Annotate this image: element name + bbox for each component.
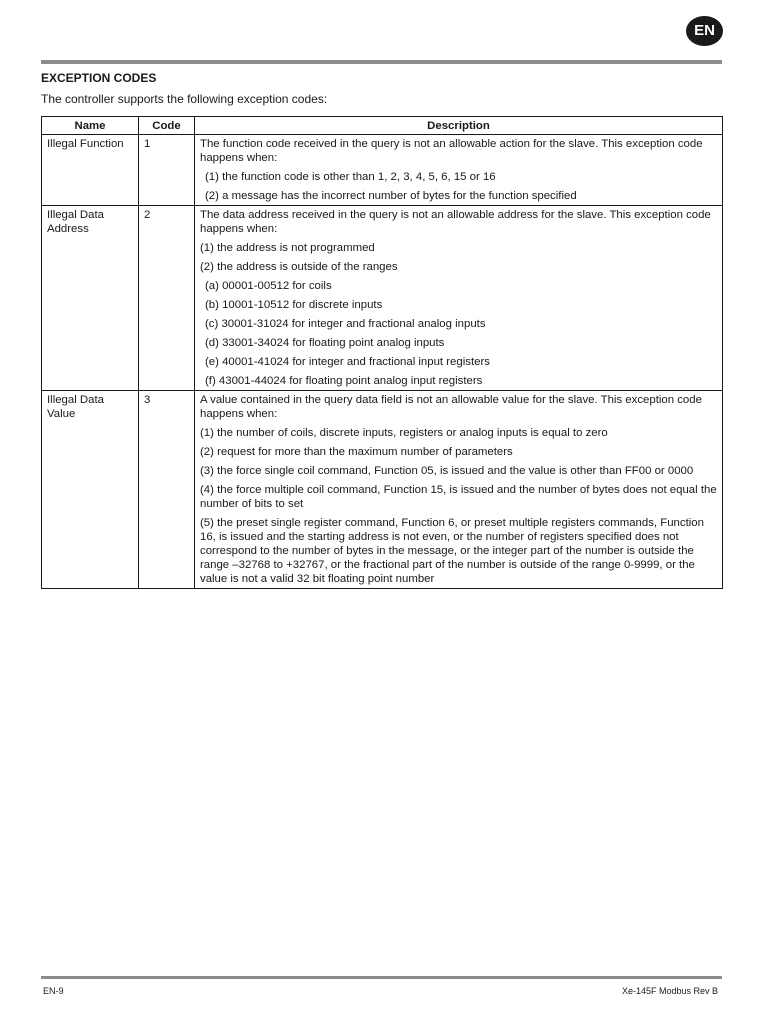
cell-description — [195, 206, 723, 391]
section-title: EXCEPTION CODES — [41, 71, 157, 85]
header-code: Code — [139, 117, 195, 135]
description-line: (5) the preset single register command, Function 6, or preset multiple registers commands, Function 16, is issued and the starting address is not even, or the number of registers specified does not correspond to the number of bytes in the message, or the integer part of the number is outside the range –32768 to +32767, or the fractional part of the number is outside of the range 0-9999, or the value is not a valid 32 bit floating point number — [200, 517, 704, 585]
exception-codes-table — [41, 116, 723, 589]
cell-name: Illegal Function — [42, 135, 139, 206]
cell-description — [195, 135, 723, 206]
description-line: A value contained in the query data field is not an allowable value for the slave. This exception code happens when: — [200, 394, 702, 420]
header-rule — [41, 60, 722, 64]
document-title: Xe-145F Modbus Rev B — [621, 986, 718, 996]
description-line: (b) 10001-10512 for discrete inputs — [205, 299, 383, 311]
description-line: (2) request for more than the maximum number of parameters — [200, 446, 513, 458]
table-row-illegal-function — [42, 135, 723, 206]
cell-code: 3 — [139, 391, 195, 589]
description-line: (c) 30001-31024 for integer and fractional analog inputs — [205, 318, 486, 330]
description-line: (3) the force single coil command, Function 05, is issued and the value is other than FF00 or 0000 — [200, 465, 694, 477]
description-line: (d) 33001-34024 for floating point analog inputs — [205, 337, 445, 349]
intro-text: The controller supports the following exception codes: — [41, 92, 328, 106]
description-line: (1) the address is not programmed — [200, 242, 375, 254]
description-line: (4) the force multiple coil command, Function 15, is issued and the number of bytes does not equal the number of bits to set — [200, 484, 717, 510]
page-number: EN-9 — [43, 986, 64, 996]
description-line: (f) 43001-44024 for floating point analog input registers — [205, 375, 483, 387]
description-line: (1) the number of coils, discrete inputs, registers or analog inputs is equal to zero — [200, 427, 608, 439]
table-header-row — [42, 117, 723, 135]
language-badge: EN — [686, 16, 723, 46]
table-row-illegal-data-value — [42, 391, 723, 589]
cell-description — [195, 391, 723, 589]
description-line: (a) 00001-00512 for coils — [205, 280, 332, 292]
cell-code: 2 — [139, 206, 195, 391]
cell-name: Illegal Data Address — [42, 206, 139, 391]
description-line: (e) 40001-41024 for integer and fractional input registers — [205, 356, 490, 368]
header-name: Name — [42, 117, 139, 135]
table-row-illegal-data-address — [42, 206, 723, 391]
footer-rule — [41, 976, 722, 979]
cell-code: 1 — [139, 135, 195, 206]
description-line: The function code received in the query is not an allowable action for the slave. This exception code happens when: — [200, 138, 703, 164]
header-description: Description — [195, 117, 723, 135]
description-line: (1) the function code is other than 1, 2, 3, 4, 5, 6, 15 or 16 — [205, 171, 496, 183]
description-line: (2) a message has the incorrect number of bytes for the function specified — [205, 190, 577, 202]
description-line: The data address received in the query is not an allowable address for the slave. This exception code happens when: — [200, 209, 711, 235]
description-line: (2) the address is outside of the ranges — [200, 261, 398, 273]
cell-name: Illegal Data Value — [42, 391, 139, 589]
